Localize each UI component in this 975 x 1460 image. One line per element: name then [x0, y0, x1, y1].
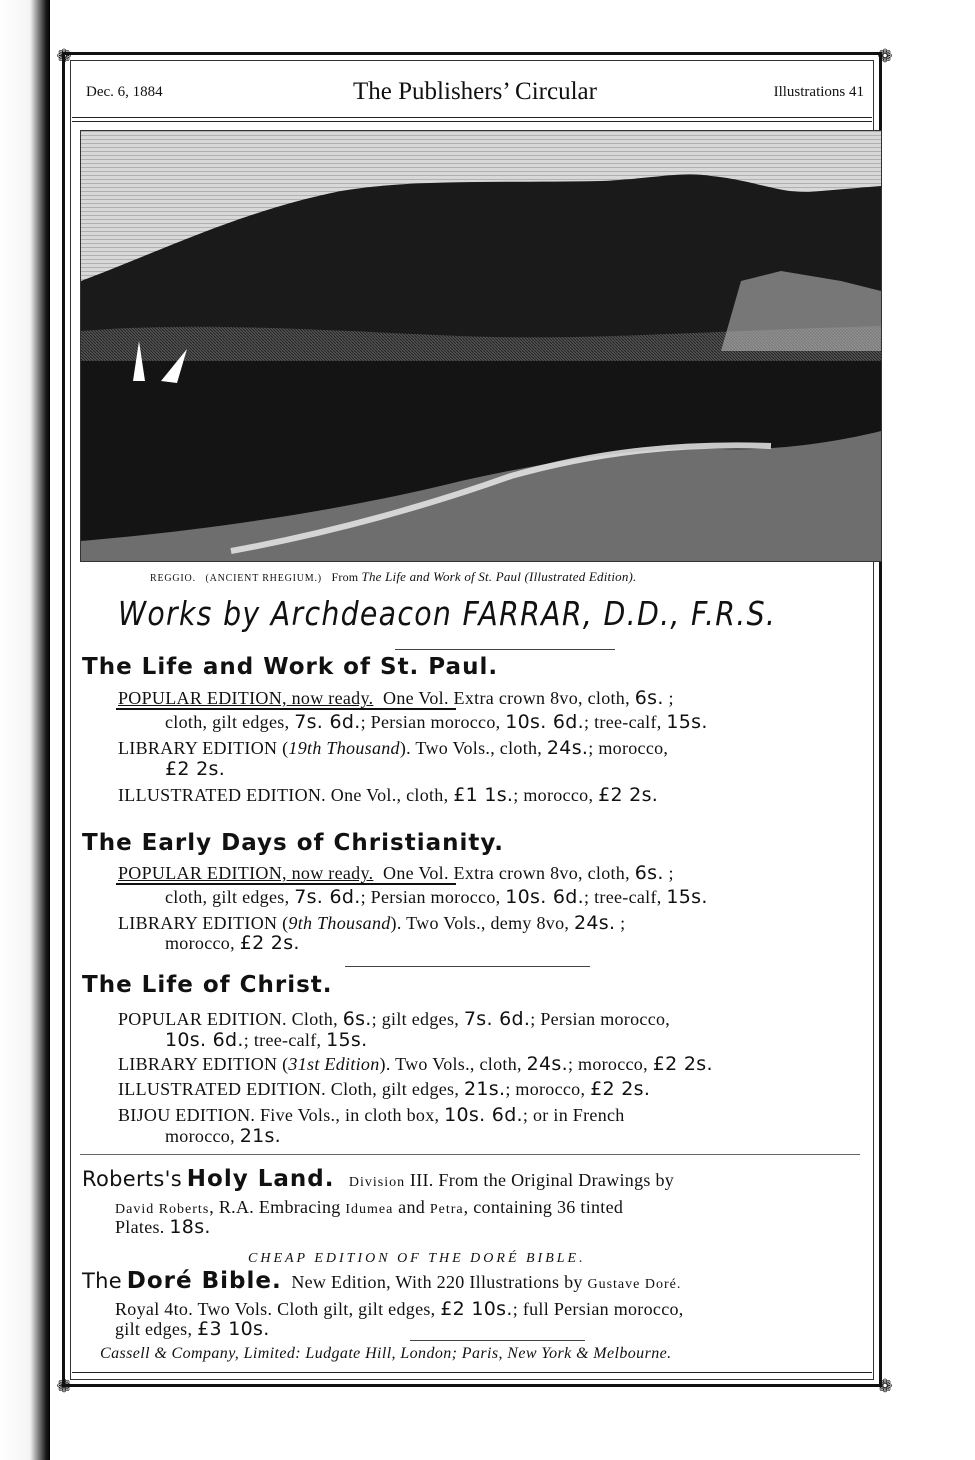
christianity-library-morocco: morocco, £2 2s.	[165, 932, 300, 954]
caption-source: The Life and Work of St. Paul (Illustrated Edition).	[361, 569, 637, 584]
publisher-imprint: Cassell & Company, Limited: Ludgate Hill, London; Paris, New York & Melbourne.	[100, 1345, 672, 1362]
christ-popular-edition: POPULAR EDITION. Cloth, 6s.; gilt edges, 7s. 6d.; Persian morocco,	[118, 1008, 671, 1030]
book-spine-shadow	[0, 0, 50, 1460]
dore-section-rule	[410, 1340, 585, 1341]
christianity-popular-edition: POPULAR EDITION, now ready. One Vol. Extra crown 8vo, cloth, 6s. ;	[118, 862, 674, 884]
ornament-corner-top-right-icon: ❁	[877, 46, 893, 67]
header-date: Dec. 6, 1884	[86, 84, 163, 100]
caption-ancient-name: (ANCIENT RHEGIUM.)	[205, 573, 322, 584]
paul-popular-underline	[116, 708, 456, 710]
header-page-number: Illustrations 41	[773, 84, 864, 100]
paul-popular-edition: POPULAR EDITION, now ready. One Vol. Extra crown 8vo, cloth, 6s. ;	[118, 687, 674, 709]
christianity-gilt-edges-line: cloth, gilt edges, 7s. 6d.; Persian morocco, 10s. 6d.; tree-calf, 15s.	[165, 886, 708, 908]
christianity-popular-underline	[116, 883, 456, 885]
header-title: The Publishers’ Circular	[353, 78, 597, 105]
engraving-caption	[150, 569, 830, 585]
roberts-holy-land-title-line: Roberts's Holy Land. Division III. From the Original Drawings by	[82, 1166, 675, 1192]
roberts-plates-price: Plates. 18s.	[115, 1216, 211, 1238]
christ-library-edition: LIBRARY EDITION (31st Edition). Two Vols., cloth, 24s.; morocco, £2 2s.	[118, 1053, 713, 1075]
dore-bible-title-line: The Doré Bible. New Edition, With 220 Illustrations by Gustave Doré.	[82, 1268, 682, 1294]
header-rule	[72, 117, 872, 118]
dore-bible-royal-4to: Royal 4to. Two Vols. Cloth gilt, gilt edges, £2 10s.; full Persian morocco,	[115, 1298, 684, 1320]
caption-place: REGGIO.	[150, 573, 196, 584]
engraving-reggio	[80, 130, 882, 562]
title-life-work-st-paul: The Life and Work of St. Paul.	[82, 654, 499, 680]
christianity-section-rule	[345, 966, 590, 967]
works-headline: Works by Archdeacon FARRAR, D.D., F.R.S.	[118, 594, 777, 633]
paul-gilt-edges-line: cloth, gilt edges, 7s. 6d.; Persian morocco, 10s. 6d.; tree-calf, 15s.	[165, 711, 708, 733]
header-rule-double	[72, 121, 872, 122]
roberts-description: David Roberts, R.A. Embracing Idumea and Petra, containing 36 tinted	[115, 1197, 624, 1217]
title-early-days-christianity: The Early Days of Christianity.	[82, 830, 504, 856]
title-life-of-christ: The Life of Christ.	[82, 972, 333, 998]
footer-rule	[72, 1372, 872, 1373]
christ-illustrated-edition: ILLUSTRATED EDITION. Cloth, gilt edges, 21s.; morocco, £2 2s.	[118, 1078, 651, 1100]
ornament-corner-bottom-left-icon: ❁	[56, 1376, 72, 1397]
christ-bijou-morocco: morocco, 21s.	[165, 1125, 282, 1147]
headline-rule	[395, 649, 615, 650]
christ-section-rule	[80, 1154, 860, 1155]
paul-library-price: £2 2s.	[165, 758, 226, 780]
dore-bible-gilt-edges: gilt edges, £3 10s.	[115, 1318, 270, 1340]
ornament-corner-top-left-icon: ❁	[56, 46, 72, 67]
paul-library-edition: LIBRARY EDITION (19th Thousand). Two Vols., cloth, 24s.; morocco,	[118, 737, 669, 759]
christ-popular-prices: 10s. 6d.; tree-calf, 15s.	[165, 1029, 368, 1051]
christianity-library-edition: LIBRARY EDITION (9th Thousand). Two Vols., demy 8vo, 24s. ;	[118, 912, 626, 934]
caption-from: From	[331, 570, 359, 584]
paul-illustrated-edition: ILLUSTRATED EDITION. One Vol., cloth, £1 1s.; morocco, £2 2s.	[118, 784, 659, 806]
engraving-svg	[81, 131, 881, 561]
christ-bijou-edition: BIJOU EDITION. Five Vols., in cloth box, 10s. 6d.; or in French	[118, 1104, 625, 1126]
running-header	[80, 78, 870, 108]
ornament-corner-bottom-right-icon: ❁	[877, 1376, 893, 1397]
dore-cheap-edition-heading: CHEAP EDITION OF THE DORÉ BIBLE.	[248, 1251, 586, 1266]
